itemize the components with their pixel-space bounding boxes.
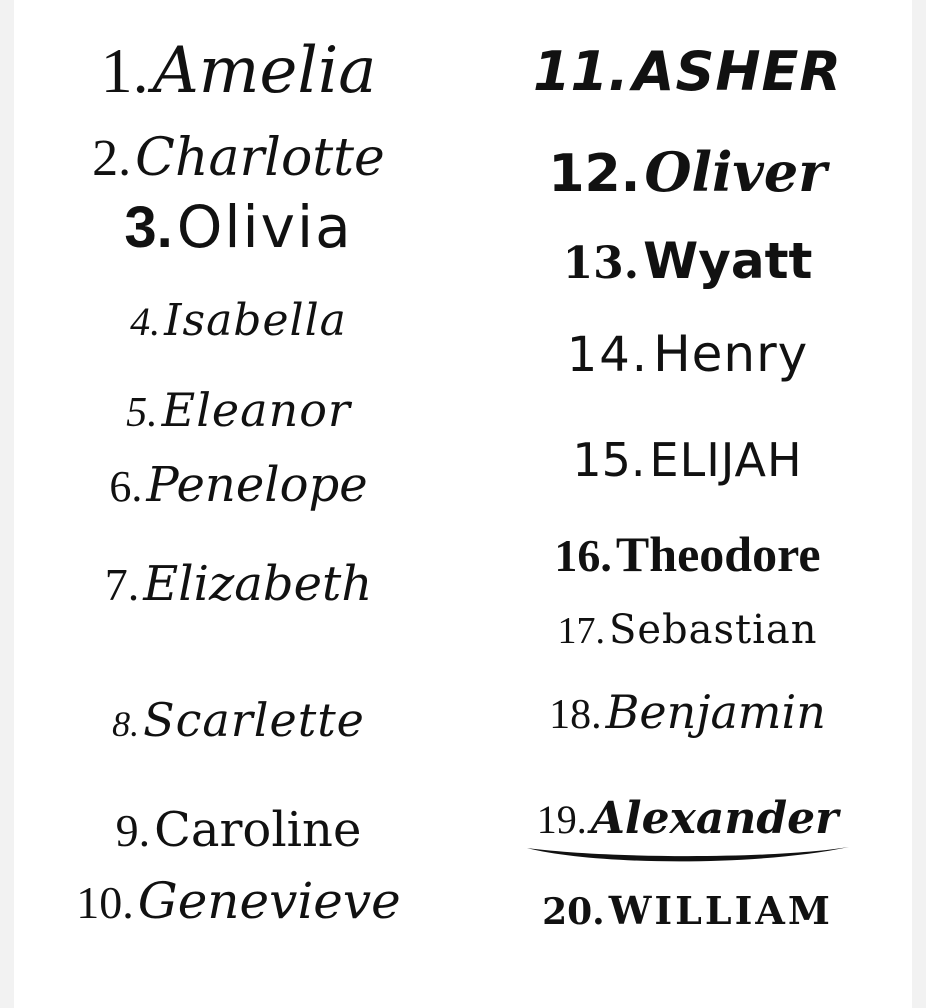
list-item-number: 19. <box>536 797 587 842</box>
list-item-number: 9. <box>115 805 151 856</box>
list-item-name: Henry <box>653 325 809 383</box>
list-item-number: 2. <box>92 130 132 187</box>
list-item-number: 15. <box>572 433 646 487</box>
right-page-edge <box>912 0 926 1008</box>
list-item-name: Olivia <box>176 193 353 261</box>
list-item <box>14 295 463 346</box>
list-item-number: 4. <box>130 299 161 344</box>
list-item-name: Alexander <box>590 793 839 844</box>
list-item-number: 17. <box>557 610 605 652</box>
list-item <box>463 525 912 583</box>
list-item-number: 6. <box>109 462 143 511</box>
list-item-name: Genevieve <box>137 872 401 930</box>
list-item-name: Amelia <box>152 34 377 108</box>
list-item <box>463 232 912 290</box>
list-item-number: 8. <box>112 704 140 744</box>
list-item-name: ELIJAH <box>649 433 803 487</box>
list-item <box>14 383 463 437</box>
list-item <box>14 556 463 612</box>
list-item-number: 5. <box>126 390 158 436</box>
list-item-name: Charlotte <box>135 128 385 188</box>
list-item-number: 16. <box>554 530 612 581</box>
list-item-name: Isabella <box>164 295 347 346</box>
list-item <box>463 793 912 844</box>
list-item-number: 20. <box>542 891 605 933</box>
list-item-number: 7. <box>104 559 140 610</box>
list-item <box>463 607 912 653</box>
list-item <box>14 457 463 513</box>
left-name-column <box>14 0 463 1008</box>
list-item-name: Benjamin <box>605 685 826 739</box>
list-item <box>463 140 912 204</box>
list-item-name: Oliver <box>644 140 827 204</box>
list-item-name: ASHER <box>632 40 843 103</box>
list-item-name: Eleanor <box>161 383 351 437</box>
list-item-number: 11. <box>532 40 629 103</box>
list-item <box>463 433 912 487</box>
list-item-number: 3. <box>124 195 173 260</box>
list-item-number: 1. <box>100 35 149 106</box>
left-page-edge <box>0 0 14 1008</box>
list-item-number: 12. <box>548 144 641 204</box>
list-item <box>14 802 463 858</box>
list-item-name: WILLIAM <box>608 888 833 933</box>
list-item <box>463 888 912 933</box>
list-item-number: 10. <box>76 877 134 928</box>
right-name-column <box>463 0 912 1008</box>
list-item <box>14 872 463 930</box>
list-item-name: Caroline <box>154 802 362 858</box>
list-item-name: Wyatt <box>643 232 813 290</box>
list-item-name: Theodore <box>615 526 821 582</box>
list-item-number: 18. <box>549 692 602 738</box>
list-item <box>14 128 463 188</box>
list-item <box>463 685 912 739</box>
list-item-name: Elizabeth <box>143 556 373 612</box>
list-item-name: Sebastian <box>608 607 818 653</box>
list-item-number: 13. <box>562 238 640 289</box>
list-item <box>14 193 463 261</box>
list-item <box>14 34 463 108</box>
list-item <box>463 40 912 103</box>
list-item <box>463 325 912 383</box>
swoosh-underline-icon <box>523 845 853 867</box>
name-columns <box>14 0 912 1008</box>
list-item-number: 14. <box>566 327 650 383</box>
list-item-name: Penelope <box>146 457 368 513</box>
list-item-name: Scarlette <box>143 693 365 747</box>
list-item <box>14 693 463 747</box>
